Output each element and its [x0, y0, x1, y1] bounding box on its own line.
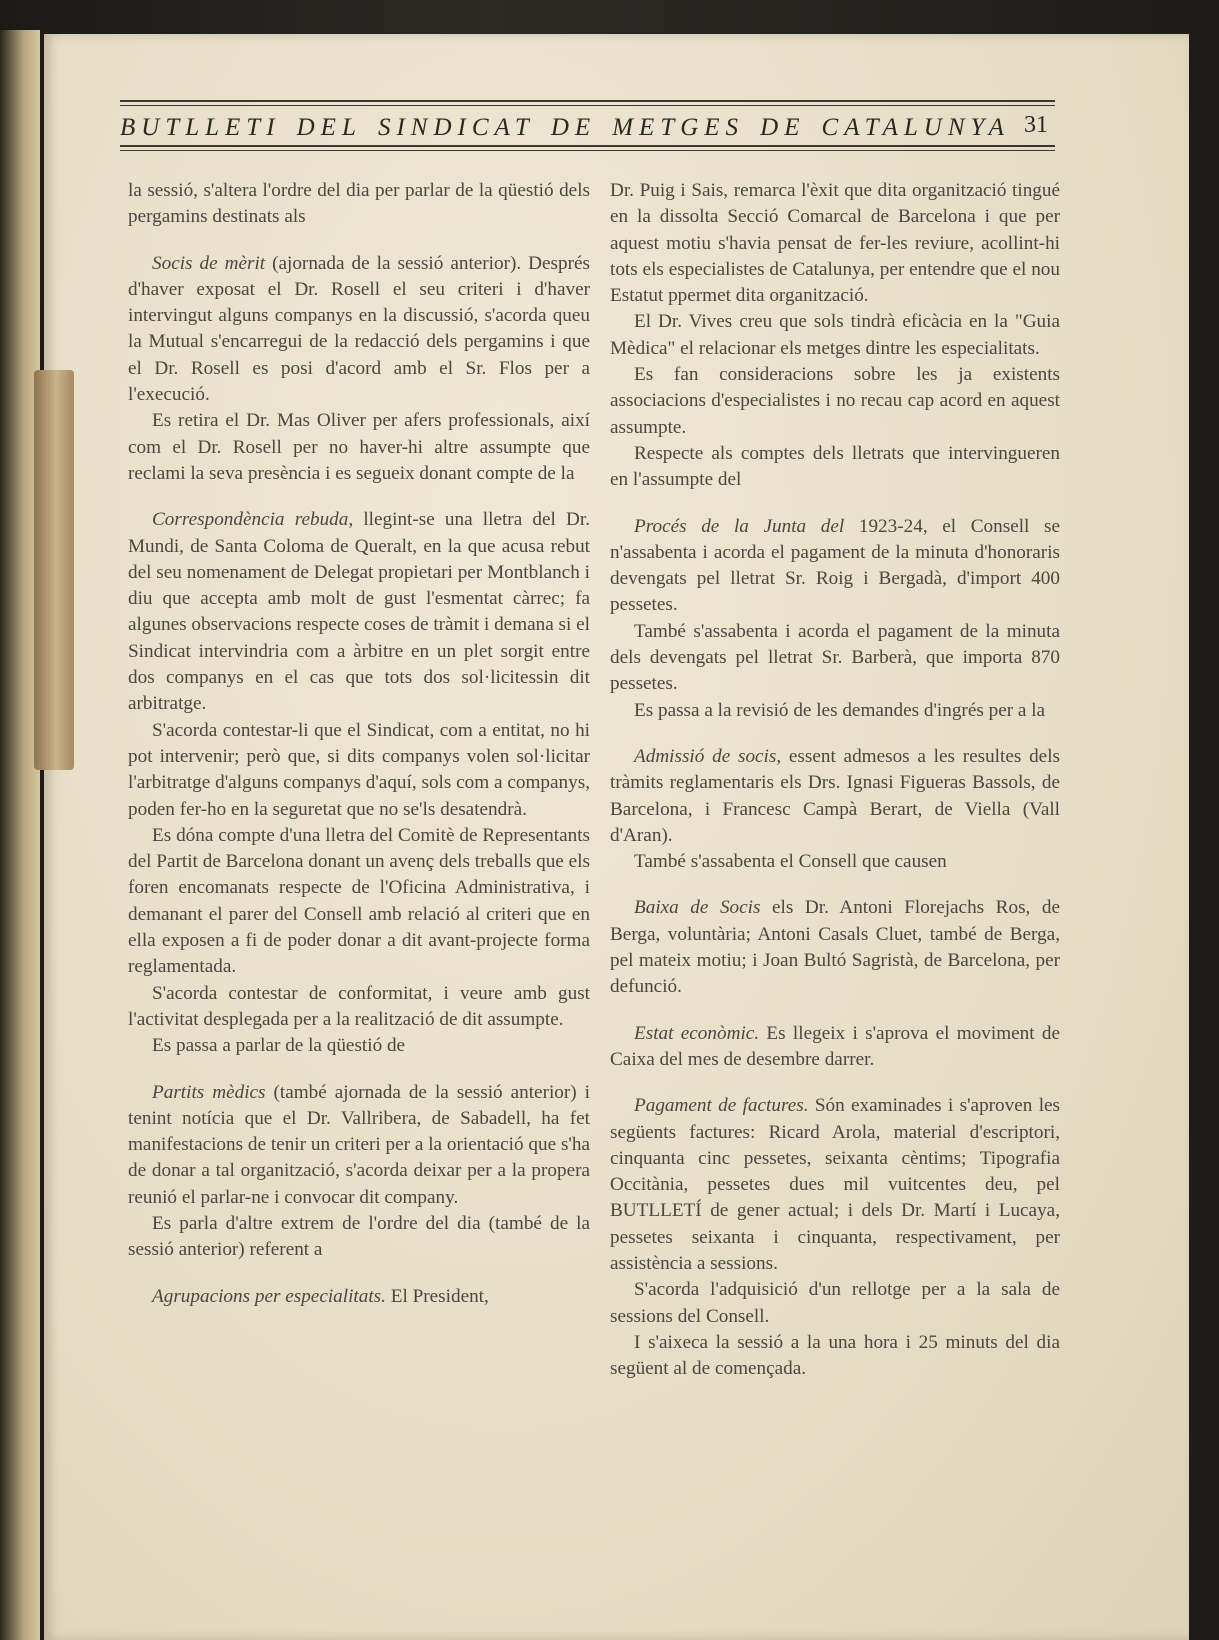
paragraph-text: També s'assabenta i acorda el pagament de la minuta dels devengats pel lletrat Sr. Barberà, que importa 870 pessetes.	[610, 620, 1060, 695]
section-lead: Partits mèdics	[152, 1081, 266, 1103]
paragraph-text: Respecte als comptes dels lletrats que intervingueren en l'assumpte del	[610, 442, 1060, 491]
paragraph-text: Es fan consideracions sobre les ja existents associacions d'especialistes i no recau cap acord en aquest assumpte.	[610, 364, 1060, 438]
paragraph-text: Es retira el Dr. Mas Oliver per afers professionals, així com el Dr. Rosell per no haver-hi altre assumpte que reclami la seva presència i es segueix donant compte de la	[128, 410, 590, 484]
page-number: 31	[1024, 112, 1048, 138]
paragraph	[610, 1277, 1060, 1330]
section-lead: Agrupacions per especialitats.	[152, 1285, 386, 1307]
paragraph	[128, 178, 590, 231]
running-head-word: CATALUNYA	[821, 114, 1010, 141]
paragraph-text: Són examinades i s'aproven les següents factures: Ricard Arola, material d'escriptori, cinquanta cinc pessetes, seixanta cèntims; Tipografia Occitània, pessetes dues mil vuitcentes deu, pel BUTLLETÍ de gener actual; i dels Dr. Martí i Lucaya, pessetes seixanta i cinquanta, respectivament, per assistència a sessions.	[610, 1095, 1061, 1274]
section-lead: Baixa de Socis	[634, 897, 761, 919]
paragraph-text: (ajornada de la sessió anterior). Després d'haver exposat el Dr. Rosell el seu criteri i d'haver intervingut alguns companys en la discussió, s'acorda queu la Mutual s'encarregui de la redacció dels pergamins i que el Dr. Rosell es posi d'acord amb el Sr. Flos per a l'execució.	[128, 252, 590, 406]
paragraph	[128, 251, 590, 409]
paragraph	[610, 744, 1060, 849]
paragraph-text: Dr. Puig i Sais, remarca l'èxit que dita organització tingué en la dissolta Secció Comarcal de Barcelona i que per aquest motiu s'havia pensat de fer-les reviure, acollint-hi tots els especialistes de Catalunya, per entendre que el nou Estatut ppermet dita organització.	[610, 180, 1060, 307]
paragraph-text: Es llegeix i s'aprova el moviment de Caixa del mes de desembre darrer.	[610, 1022, 1061, 1070]
paragraph	[610, 895, 1060, 1000]
paragraph	[128, 1211, 590, 1264]
paragraph	[128, 1080, 590, 1211]
paragraph-text: S'acorda contestar-li que el Sindicat, com a entitat, no hi pot intervenir; però que, si dits companys volen sol·licitar l'arbitratge d'alguns companys d'aquí, sols com a companys, poden fer-ho en la seguretat que no se'ls desatendrà.	[128, 719, 590, 820]
paragraph-text: llegint-se una lletra del Dr. Mundi, de Santa Coloma de Queralt, en la que acusa rebut del seu nomenament de Delegat propietari per Montblanch i diu que accepta amb molt de gust l'esmentat càrrec; fa algunes observacions respecte coses de tràmit i demana si el Sindicat intervindria com a àrbitre en un plet sorgit entre dos companys en el cas que tots dos sol·licitessin dit arbitratge.	[128, 509, 590, 715]
header-rule-top-thin	[120, 105, 1055, 106]
paragraph-text: Es dóna compte d'una lletra del Comitè de Representants del Partit de Barcelona donant un avenç dels treballs que els foren encomanats respecte de l'Oficina Administrativa, i demanant el parer del Consell amb relació al criteri que en ella exposen a fi de poder donar a dit avant-projecte forma reglamentada.	[128, 824, 590, 978]
paragraph-text: Es passa a la revisió de les demandes d'ingrés per a la	[634, 699, 1046, 721]
section-lead: Pagament de factures.	[634, 1095, 809, 1117]
running-head-word: DE	[760, 114, 806, 141]
paragraph	[610, 1021, 1060, 1074]
paragraph	[610, 1093, 1060, 1277]
paragraph	[128, 507, 590, 717]
header-rule-bottom-thin	[120, 150, 1055, 151]
paragraph	[128, 981, 590, 1034]
header-rule-bottom	[120, 145, 1055, 147]
paragraph	[610, 309, 1060, 362]
paragraph-text: la sessió, s'altera l'ordre del dia per parlar de la qüestió dels pergamins destinats als	[128, 180, 590, 228]
section-lead: Procés de la Junta del	[634, 515, 845, 537]
paragraph	[610, 178, 1060, 309]
paragraph-text: S'acorda contestar de conformitat, i veure amb gust l'activitat desplegada per a la realització de dit assumpte.	[128, 982, 590, 1030]
paragraph-text: Es passa a parlar de la qüestió de	[152, 1035, 406, 1057]
paragraph	[610, 619, 1060, 698]
paragraph-text: 1923-24, el Consell se n'assabenta i acorda el pagament de la minuta d'honoraris devengats pel lletrat Sr. Roig i Bergadà, d'import 400 pessetes.	[610, 515, 1060, 616]
running-head-word: DEL	[296, 114, 362, 141]
paragraph-text: S'acorda l'adquisició d'un rellotge per a la sala de sessions del Consell.	[610, 1279, 1060, 1327]
running-head	[120, 108, 1010, 142]
paragraph-text: (també ajornada de la sessió anterior) i tenint notícia que el Dr. Vallribera, de Sabadell, ha fet manifestacions de tenir un criteri per a la orientació que s'ha de donar a tal organització, s'acorda deixar per a la propera reunió el parlar-ne i convocar dit company.	[128, 1081, 590, 1208]
paragraph-text: Es parla d'altre extrem de l'ordre del dia (també de la sessió anterior) referent a	[128, 1212, 590, 1261]
paper-tab	[34, 370, 74, 770]
paragraph-text: El Dr. Vives creu que sols tindrà eficàcia en la "Guia Mèdica" el relacionar els metges dintre les especialitats.	[610, 311, 1060, 359]
paragraph	[128, 823, 590, 981]
paragraph-text: El President,	[385, 1285, 489, 1307]
paragraph-text: essent admesos a les resultes dels tràmits reglamentaris els Drs. Ignasi Figueras Bassols, de Barcelona, i Francesc Campà Berart, de Viella (Vall d'Aran).	[610, 745, 1060, 846]
header-rule-top	[120, 100, 1055, 102]
paragraph	[610, 1330, 1060, 1383]
paragraph-text: I s'aixeca la sessió a la una hora i 25 minuts del dia següent al de començada.	[610, 1331, 1060, 1380]
section-lead: Correspondència rebuda,	[152, 509, 354, 531]
paragraph	[128, 1033, 590, 1059]
paragraph	[610, 514, 1060, 619]
left-column	[128, 178, 590, 1310]
paragraph-text: els Dr. Antoni Florejachs Ros, de Berga, voluntària; Antoni Casals Cluet, també de Berga, pel mateix motiu; i Joan Bultó Sagristà, de Barcelona, per defunció.	[610, 897, 1060, 998]
running-head-word: SINDICAT	[377, 114, 535, 141]
running-head-word: DE	[550, 114, 597, 141]
paragraph	[610, 362, 1060, 441]
paragraph	[610, 441, 1060, 494]
running-head-word: BUTLLETI	[120, 114, 281, 141]
paragraph-text: També s'assabenta el Consell que causen	[634, 851, 947, 873]
section-lead: Socis de mèrit	[152, 252, 266, 274]
paragraph	[128, 718, 590, 823]
section-lead: Estat econòmic.	[634, 1022, 760, 1044]
binding-edge	[0, 30, 40, 1640]
paragraph	[128, 408, 590, 487]
paragraph	[610, 849, 1060, 875]
section-lead: Admissió de socis,	[634, 745, 782, 767]
right-column	[610, 178, 1060, 1382]
paragraph	[128, 1284, 590, 1310]
running-head-word: METGES	[612, 114, 745, 141]
paragraph	[610, 698, 1060, 724]
